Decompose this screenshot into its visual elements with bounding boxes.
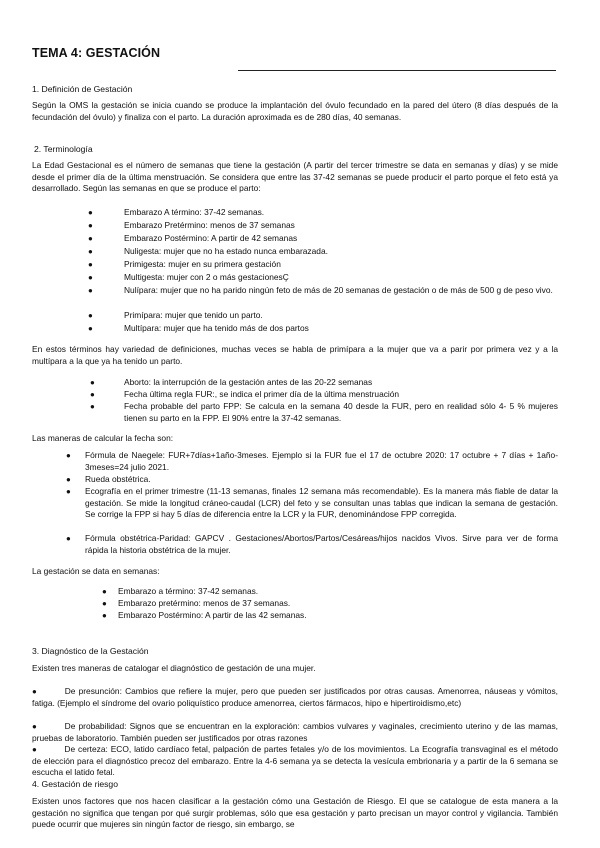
list-item xyxy=(124,285,558,297)
section-4-paragraph: Existen unos factores que nos hacen clasificar a la gestación cómo una Gestación de Riesgo. El que se catalogue de esta manera a la gestación no significa que tengan por qué surgir problemas, sólo que esa gestación y parto precisan un mayor control y vigilancia. También puede ocurrir que mujeres sin ningún factor de riesgo, sin embargo, se xyxy=(32,796,558,830)
section-3-heading: 3. Diagnóstico de la Gestación xyxy=(32,646,149,656)
list-item: Embarazo Pretérmino: menos de 37 semanas xyxy=(124,220,295,230)
bullet: ● xyxy=(66,487,71,496)
bullet: ● xyxy=(88,286,93,295)
bullet: ● xyxy=(88,311,93,320)
list-item-text: Nulípara: mujer que no ha parido ningún feto de más de 20 semanas de gestación o de más de 500 g de peso vivo. xyxy=(124,285,553,295)
bullet: ● xyxy=(32,745,38,754)
section-3-list-item-3 xyxy=(32,744,558,779)
section-2-paragraph-4: La gestación se data en semanas: xyxy=(32,566,160,576)
list-item: Multigesta: mujer con 2 o más gestacionesÇ xyxy=(124,272,289,282)
list-item: Embarazo A término: 37-42 semanas. xyxy=(124,207,265,217)
bullet: ● xyxy=(32,687,38,696)
bullet: ● xyxy=(88,208,93,217)
list-item-text: De certeza: ECO, latido cardíaco fetal, palpación de partes fetales y/o de los movimientos. La Ecografía transvaginal es el método de elección para el diagnóstico precoz del embarazo. Entre la 4-6 semana ya se detecta la vesícula embrionaria y a partir de la 6 semana se escucha el latido fetal. xyxy=(32,744,558,778)
section-4-heading: 4. Gestación de riesgo xyxy=(32,779,118,789)
list-item: Rueda obstétrica. xyxy=(85,474,151,484)
bullet: ● xyxy=(88,247,93,256)
list-item: Embarazo a término: 37-42 semanas. xyxy=(118,586,259,596)
section-2-paragraph-3: Las maneras de calcular la fecha son: xyxy=(32,433,174,443)
list-item: Nuligesta: mujer que no ha estado nunca embarazada. xyxy=(124,246,328,256)
bullet: ● xyxy=(88,273,93,282)
bullet: ● xyxy=(88,324,93,333)
section-2-paragraph-1: La Edad Gestacional es el número de semanas que tiene la gestación (A partir del tercer trimestre se data en semanas y días) y se mide desde el primer día de la última menstruación. Se considera que entre las 37-42 semanas se puede producir el parto porque el feto está ya desarrollado. Según las semanas en que se produce el parto: xyxy=(32,160,558,194)
list-item-text: De probabilidad: Signos que se encuentran en la exploración: cambios vulvares y vaginales, crecimiento uterino y de las mamas, pruebas de laboratorio. También pueden ser justificados por otras razones xyxy=(32,721,558,743)
section-2-heading: 2. Terminología xyxy=(34,144,93,154)
list-item: Ecografía en el primer trimestre (11-13 semanas, finales 12 semana más recomendable). Es la manera más fiable de datar la gestación. Se mide la longitud cráneo-caudal (LCR) del feto y se consultan unas tablas que indican la semana de gestación. Se corrige la FPP si hay 5 días de diferencia entre la LCR y la FUR, denominándose FPP corregida. xyxy=(85,486,558,520)
bullet: ● xyxy=(32,722,38,731)
bullet: ● xyxy=(90,402,95,411)
bullet: ● xyxy=(88,260,93,269)
list-item: Primípara: mujer que tenido un parto. xyxy=(124,310,263,320)
bullet: ● xyxy=(102,599,107,608)
list-item: Multípara: mujer que ha tenido más de dos partos xyxy=(124,323,309,333)
list-item-text: De presunción: Cambios que refiere la mujer, pero que pueden ser justificados por otras causas. Amenorrea, náuseas y vómitos, fatiga. (Ejemplo el síndrome del ovario poliquístico produce amenorrea, ciertos fármacos, hipo e hipertiroidismo,etc) xyxy=(32,686,558,708)
list-item: Primigesta: mujer en su primera gestación xyxy=(124,259,281,269)
bullet: ● xyxy=(88,221,93,230)
list-item: Embarazo Postérmino: A partir de las 42 semanas. xyxy=(118,610,307,620)
bullet: ● xyxy=(90,378,95,387)
section-1-heading: 1. Definición de Gestación xyxy=(32,84,133,94)
section-3-list-item-2 xyxy=(32,721,558,744)
section-3-list-item-1 xyxy=(32,686,558,709)
page-title: TEMA 4: GESTACIÓN xyxy=(32,46,161,60)
bullet: ● xyxy=(88,234,93,243)
bullet: ● xyxy=(66,451,71,460)
bullet: ● xyxy=(66,534,71,543)
bullet: ● xyxy=(102,611,107,620)
list-item: Embarazo pretérmino: menos de 37 semanas. xyxy=(118,598,291,608)
title-rule xyxy=(238,70,556,71)
list-item: Aborto: la interrupción de la gestación antes de las 20-22 semanas xyxy=(124,377,373,387)
list-item: Fórmula de Naegele: FUR+7días+1año-3meses. Ejemplo si la FUR fue el 17 de octubre 2020: 17 octubre + 7 días + 1año-3meses=24 julio 2021. xyxy=(85,450,558,472)
section-3-paragraph-1: Existen tres maneras de catalogar el diagnóstico de gestación de una mujer. xyxy=(32,663,316,673)
bullet: ● xyxy=(102,587,107,596)
section-1-paragraph: Según la OMS la gestación se inicia cuando se produce la implantación del óvulo fecundado en la pared del útero (8 días después de la fecundación del óvulo) y finaliza con el parto. La duración aproximada es de 280 días, 40 semanas. xyxy=(32,100,558,122)
list-item: Fecha última regla FUR:, se indica el primer día de la última menstruación xyxy=(124,389,400,399)
list-item: Fecha probable del parto FPP: Se calcula en la semana 40 desde la FUR, pero en realidad sólo 4- 5 % mujeres tienen su parto en la FPP. El 90% entre la 37-42 semanas. xyxy=(124,401,558,423)
bullet: ● xyxy=(66,475,71,484)
section-2-paragraph-2: En estos términos hay variedad de definiciones, muchas veces se habla de primípara a la mujer que va a parir por primera vez y a la multípara a la que ya ha tenido un parto. xyxy=(32,344,558,366)
list-item: Fórmula obstétrica-Paridad: GAPCV . Gestaciones/Abortos/Partos/Cesáreas/hijos nacidos Vivos. Sirve para ver de forma rápida la historia obstétrica de la mujer. xyxy=(85,533,558,555)
bullet: ● xyxy=(90,390,95,399)
list-item: Embarazo Postérmino: A partir de 42 semanas xyxy=(124,233,298,243)
